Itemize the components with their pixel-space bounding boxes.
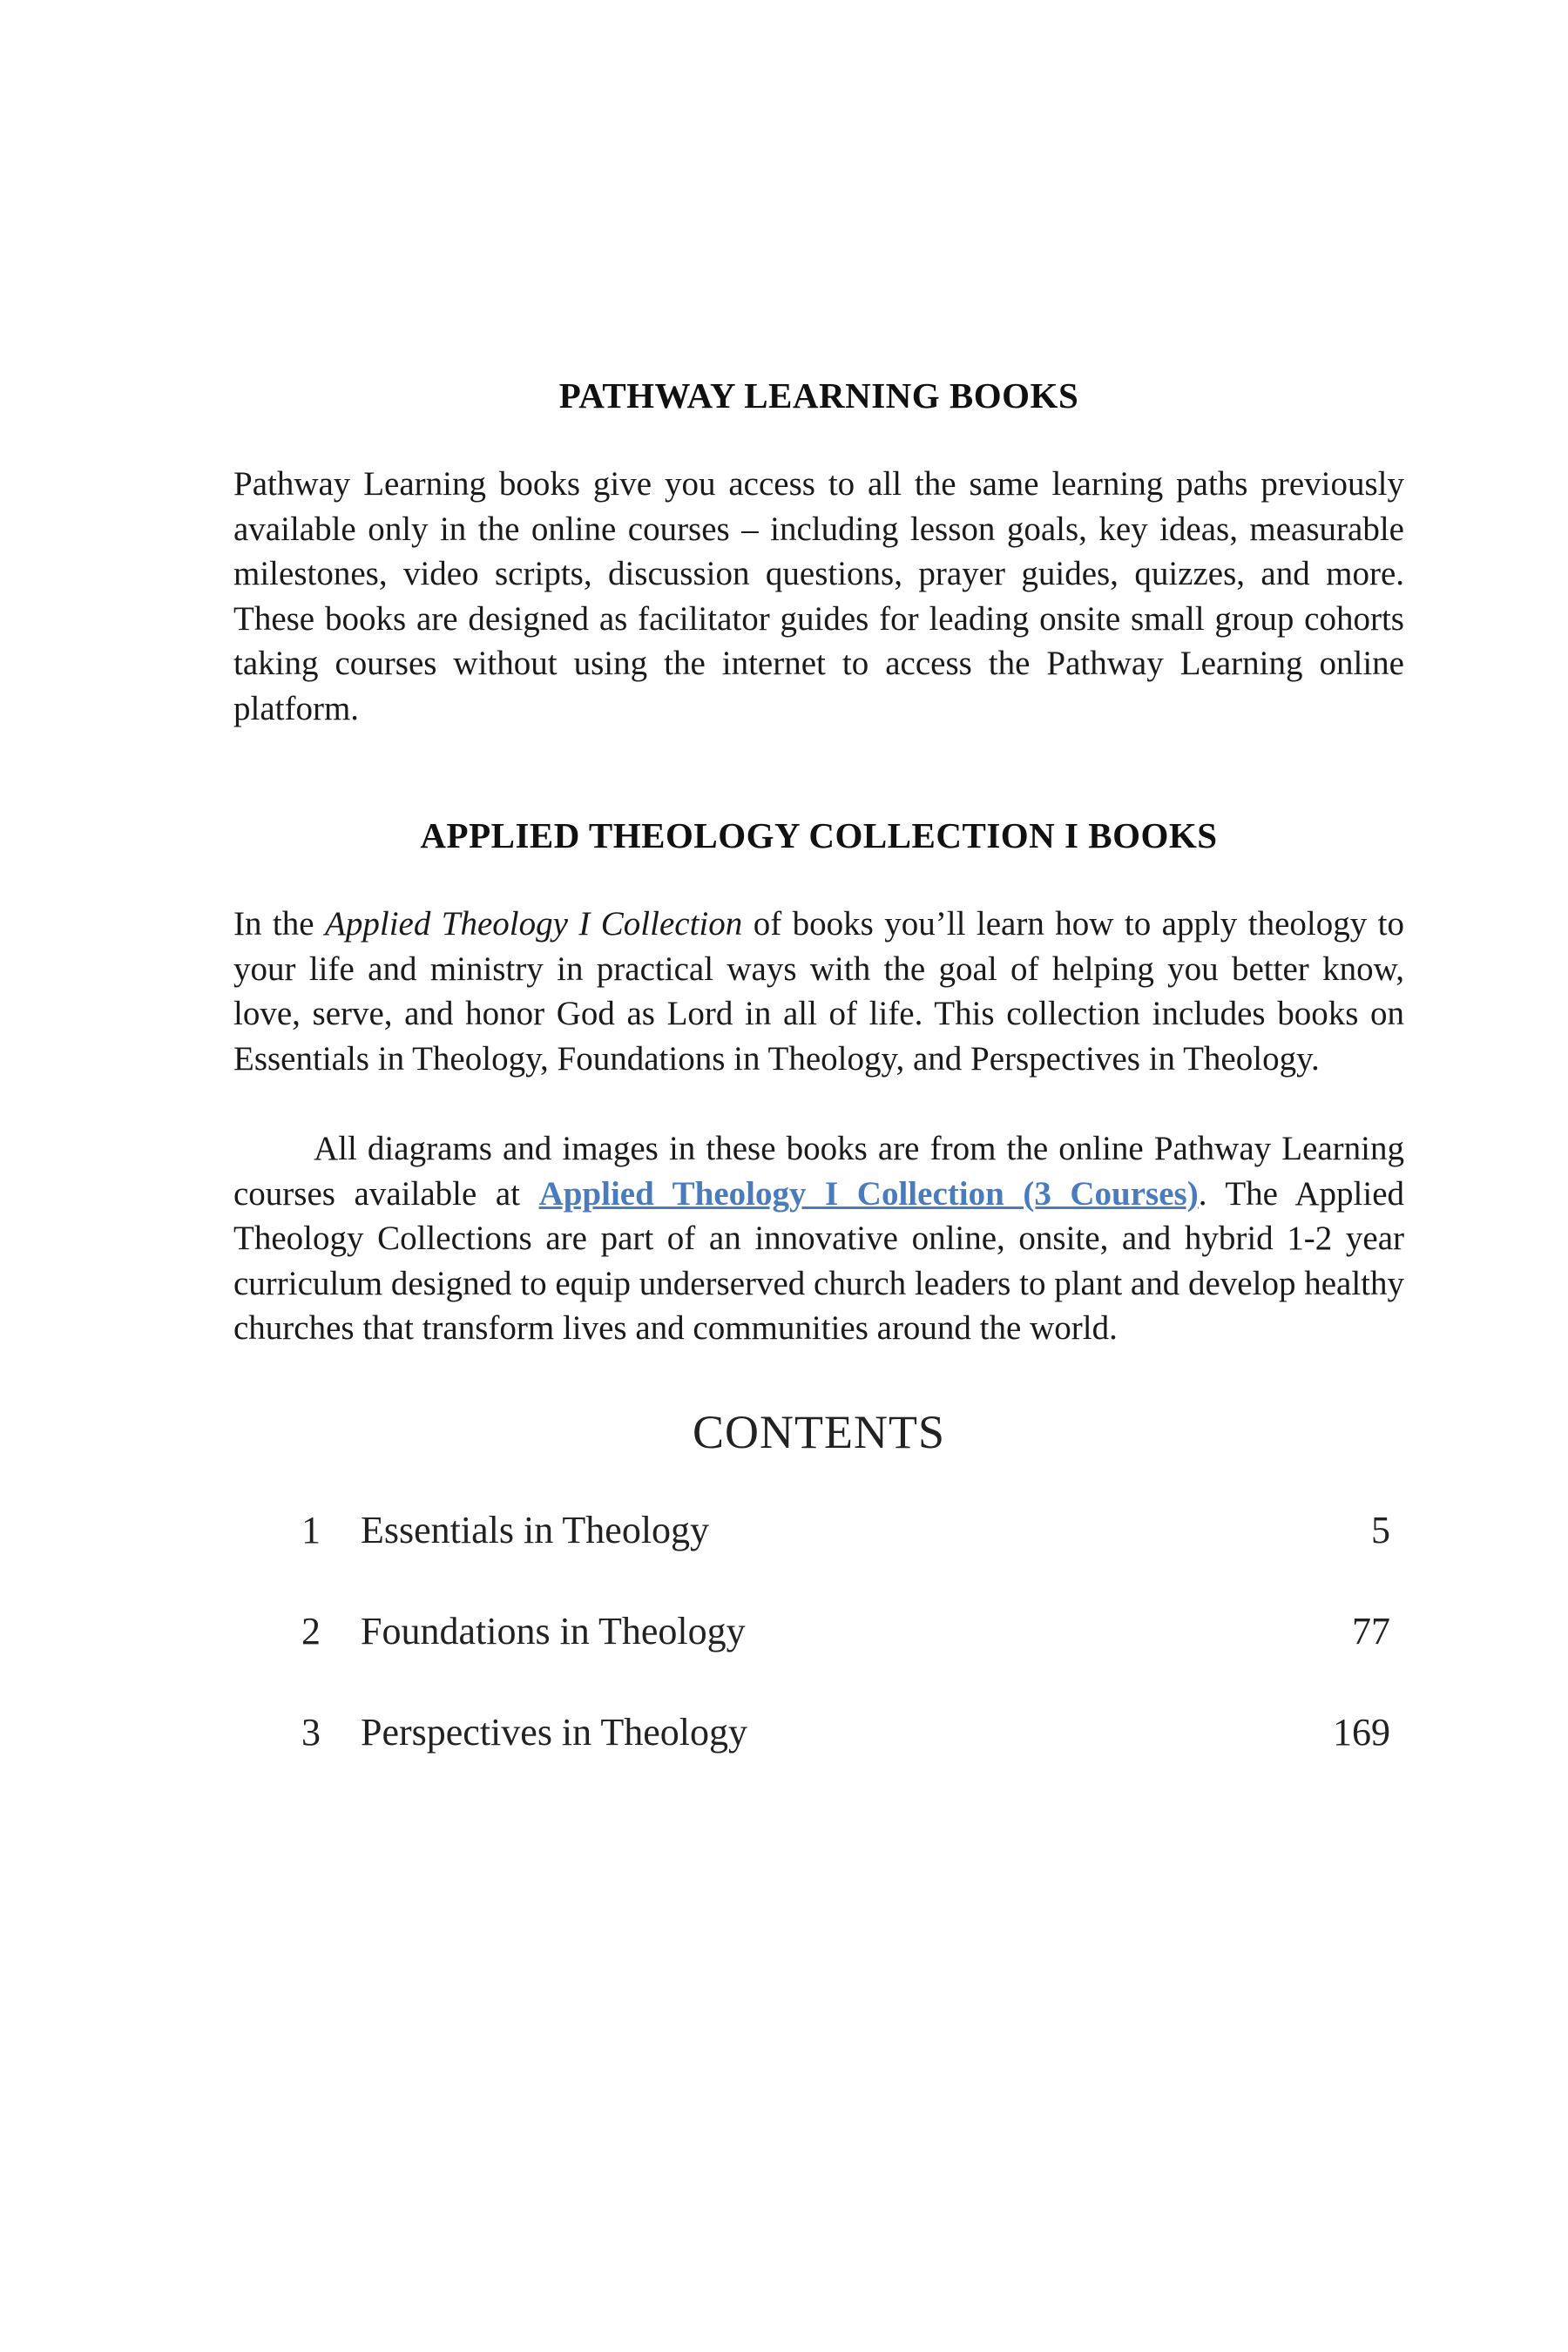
section-title-pathway-learning-books: PATHWAY LEARNING BOOKS — [558, 375, 1079, 416]
toc-entry-number: 1 — [301, 1508, 321, 1551]
toc-entry-title: Perspectives in Theology — [361, 1710, 747, 1754]
toc-entry-perspectives[interactable] — [301, 1710, 1390, 1811]
document-page — [233, 375, 1404, 1811]
toc-entry-page: 169 — [1333, 1710, 1390, 1754]
table-of-contents — [233, 1508, 1404, 1811]
toc-entry-foundations[interactable] — [301, 1609, 1390, 1710]
intro-text-after: of books you’ll learn how to apply theology to your life and ministry in practical ways with the goal of helping you better know, love, serve, and honor God as Lord in all of life. This collection includes books on Essentials in Theology, Foundations in Theology, and Perspectives in Theology. — [233, 905, 1404, 1078]
toc-entry-number: 2 — [301, 1609, 321, 1652]
intro-text-before: In the — [233, 905, 326, 943]
toc-entry-page: 77 — [1352, 1609, 1390, 1652]
details-text-after: . The Applied Theology Collections are part of an innovative online, onsite, and hybrid 1-2 year curriculum designed to equip underserved church leaders to plant and develop healthy churches that transform lives and communities around the world. — [233, 1174, 1405, 1347]
toc-entry-title: Foundations in Theology — [361, 1609, 746, 1652]
section-body-applied-theology-intro — [233, 902, 1404, 1081]
details-text-before: All diagrams and images in these books are from the online Pathway Learning courses available at — [233, 1130, 1404, 1213]
toc-entry-page: 5 — [1371, 1508, 1390, 1551]
applied-theology-collection-link[interactable]: Applied Theology I Collection (3 Courses) — [538, 1174, 1199, 1213]
contents-heading: CONTENTS — [693, 1405, 945, 1458]
toc-entry-number: 3 — [301, 1710, 321, 1754]
toc-entry-title: Essentials in Theology — [361, 1508, 710, 1551]
section-title-applied-theology-collection: APPLIED THEOLOGY COLLECTION I BOOKS — [420, 815, 1218, 855]
collection-name-italic: Applied Theology I Collection — [325, 905, 743, 943]
section-body-applied-theology-details — [233, 1126, 1404, 1351]
toc-entry-essentials[interactable] — [301, 1508, 1390, 1609]
section-body-pathway-learning-books: Pathway Learning books give you access to all the same learning paths previously available only in the online courses – including lesson goals, key ideas, measurable milestones, video scripts, discussion questions, prayer guides, quizzes, and more. These books are designed as facilitator guides for leading onsite small group cohorts taking courses without using the internet to access the Pathway Learning online platform. — [233, 465, 1404, 727]
